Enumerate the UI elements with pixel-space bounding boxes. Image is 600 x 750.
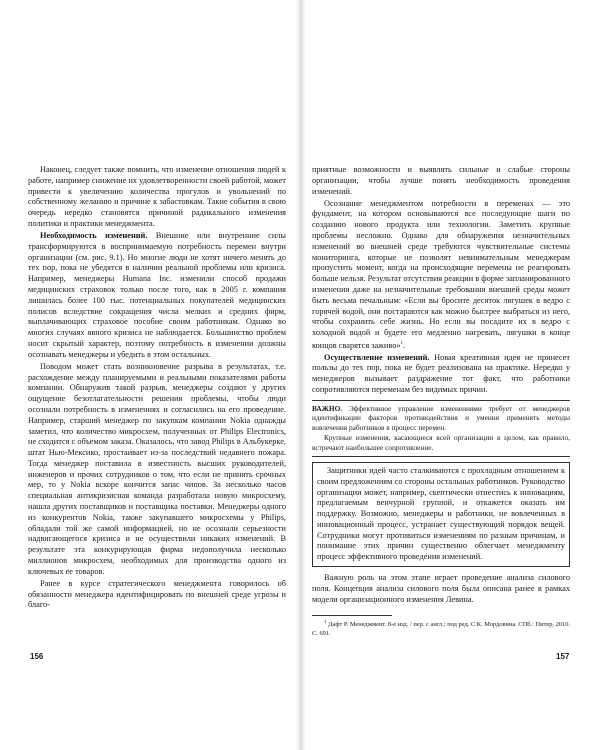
footnote-divider [312,615,392,616]
boxed-paragraph: Защитники идей часто сталкиваются с прохладным отношением к своим предложениям со стороны остальных работников. Руководство организации может, например, скептически отнестись к инновациям, предлагаемым венчурной группой, и откажется оказать им поддержку. Возможно, менеджеры и работники, не вовлеченных в инновационный процесс, устранает существующий порядок вещей. Сотрудники могут противиться изменениям по разным причинам, и понимание этих причин существенно облегчает менеджменту процесс эффективного проведения изменений. [312,462,570,567]
left-paragraph-1: Наконец, следует также помнить, что изменение отношения людей к работе, например снижение их удовлетворенности своей работой, может привести к увеличению количества прогулов и увольнений по собственному желанию и причине к забастовкам. Такие события в свою очередь нередко становятся причиной радикального изменения политики и практики менеджмента. [28,165,286,228]
right-paragraph-4: Важную роль на этом этапе играет проведение анализа силового поля. Концепция анализа силового поля была описана ранее в рамках модели организационного изменения Левина. [312,573,570,604]
right-paragraph-3: Осуществление изменений. Новая креативная идея не принесет пользы до тех пор, пока не будет реализована на практике. Нередко у менеджеров вызывает раздражение тот факт, что работники сопротивляются переменам без видимых причин. [312,352,570,395]
page-number-right: 157 [556,652,570,661]
right-paragraph-1: приятные возможности и выявлять сильные и слабые стороны организации, чтобы лучше понять необходимость проведения изменений. [312,165,570,196]
important-tag: ВАЖНО. [312,403,343,413]
left-paragraph-2: Необходимость изменений. Внешние или внутренние силы трансформируются в воспринимаемую потребность перемен внутри организации (см. рис. 9.1). Но многие люди не хотят ничего менять до тех пор, пока не убедятся в наличии реальной проблемы или кризиса. Например, менеджеры Humana Inc. изменили способ продажи медицинских страховок только после того, как в 2005 г. компания лишилась более 100 тыс. потенциальных покупателей медицинских полисов вследствие сокращения числа мелких и средних фирм, выплачивающих страховое пособие своим работникам. Однако во многих случаях явного кризиса не наблюдается. Большинство проблем носит скрытый характер, поэтому потребность в изменении должны осознавать менеджеры и убедить в этом остальных. [28,230,286,359]
section-heading-implementation: Осуществление изменений. [324,352,430,362]
footnote: $^1$ Дафт Р. Менеджмент. 8-е изд. / пер. с англ.; под ред. С.К. Мордовина. СПб.: Питер, 2010. С. 691. [312,620,570,637]
left-paragraph-4: Ранее в курсе стратегического менеджмента говорилось об обязанности менеджера идентифицировать по внешней среде угрозы и благо- [28,578,286,610]
right-page-text [312,165,570,639]
left-page-text [28,165,286,612]
footnote-marker: 1 [400,340,404,346]
book-gutter [296,0,306,750]
section-heading-necessity: Необходимость изменений. [40,230,148,240]
left-paragraph-3: Поводом может стать возникновение разрыва в результатах, т.е. расхождение между планируемыми и реальными показателями работы компании. Обнаружив такой разрыв, менеджеры создают у других ощущение безотлагательности решения проблемы, чтобы люди осознали потребность в изменениях и согласились на его проведение. Например, старший менеджер по закупкам компании Nokia однажды заметил, что количество микросхем, полученных от Philips Electronics, не сходится с объемом заказа. Оказалось, что завод Philips в Альбукерке, штат Нью-Мексико, простаивает из-за последствий недавнего пожара. Тогда менеджер поставила в известность высших руководителей, инженеров и прочих сотрудников о том, что если не принять срочных мер, то у Nokia вскоре кончится запас чипов. За несколько часов специальная антикризисная команда разработала новую микросхему, нашла других поставщиков и поставщика поставки. Менеджеры одного из конкурентов Nokia, также закупавшего микросхемы у Philips, обладали той же самой информацией, но не осознали серьезности надвигающегося кризиса и не осуществили никаких изменений. В результате эта конкурирующая фирма недополучила несколько миллионов микросхем, необходимых для производства одного из ключевых ее товаров. [28,361,286,576]
important-note-text2: Крупные изменения, касающиеся всей организации в целом, как правило, встречают наибольшее сопротивление. [312,433,570,452]
page-number-left: 156 [30,652,44,661]
right-paragraph-2: Осознание менеджментом потребности в переменах — это фундамент, на котором основываются все последующие шаги по созданию нового продукта или технологии. Заметить крупные проблемы несложно. Однако для обнаружения незначительных изменений во внешней среде требуются чувствительные системы мониторинга, которые не позволят невнимательным менеджерам пропустить момент, когда на происходящие перемены не реагировать больше нельзя. Результат отсутствия реакции в форме запланированного изменения даже на незначительные требования внешней среды может быть весьма печальным: «Если вы бросите десяток лягушек в ведро с горячей водой, они постараются как можно быстрее выбраться из него, чтобы сохранить себе жизнь. Но если вы посадите их в ведро с холодной водой и будете его медленно нагревать, лягушки в конце концов сварятся заживо»$^1$. [312,198,570,350]
important-note: ВАЖНО. Эффективное управление изменениями требует от менеджеров идентификации факторов противодействия и умения применять методы вовлечения работников в процесс перемен. Крупные изменения, касающиеся всей организации в целом, как правило, встречают наибольшее сопротивление. [312,400,570,457]
